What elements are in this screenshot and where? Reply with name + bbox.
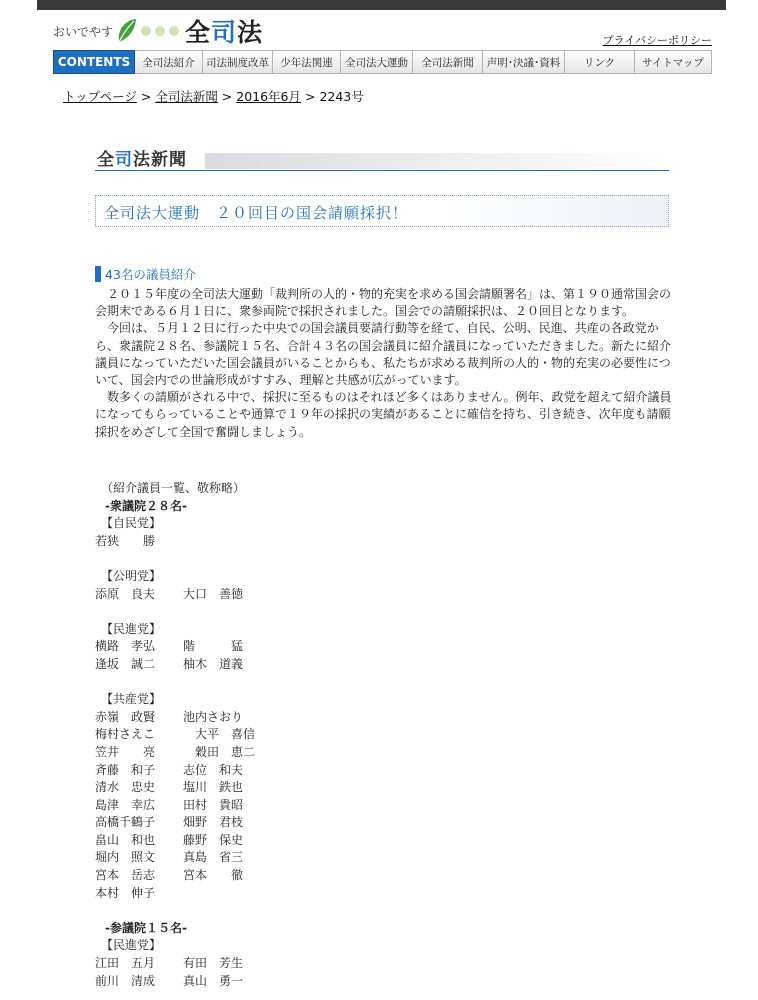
member-row: 清水 忠史 塩川 鉄也 bbox=[95, 780, 244, 795]
member-row: 逢坂 誠二 柚木 道義 bbox=[95, 656, 244, 671]
member-row: 前川 清成 真山 勇一 bbox=[95, 973, 244, 988]
nav-item-newspaper[interactable]: 全司法新聞 bbox=[413, 50, 483, 74]
party-dp: 【民進党】 bbox=[101, 621, 162, 636]
member-row: 添原 良夫 大口 善徳 bbox=[95, 586, 244, 601]
party-dp-councillors: 【民進党】 bbox=[101, 938, 162, 953]
nav-contents: CONTENTS bbox=[53, 50, 135, 74]
article-body bbox=[95, 286, 675, 441]
main-nav bbox=[53, 50, 712, 74]
member-row: 高橋千鶴子 畑野 君枝 bbox=[95, 815, 244, 830]
subhead-text: 43名の議員紹介 bbox=[105, 267, 196, 282]
member-list bbox=[95, 480, 495, 990]
breadcrumb: トップページ > 全司法新聞 > 2016年6月 > 2243号 bbox=[63, 89, 364, 104]
leaf-icon bbox=[115, 18, 137, 44]
subhead-bar bbox=[95, 266, 101, 282]
member-row: 赤嶺 政賢 池内さおり bbox=[95, 709, 244, 724]
top-bar bbox=[0, 0, 758, 10]
member-row: 島津 幸広 田村 貴昭 bbox=[95, 797, 244, 812]
breadcrumb-top[interactable]: トップページ bbox=[63, 89, 137, 104]
privacy-policy-link[interactable]: プライバシーポリシー bbox=[602, 34, 712, 47]
member-row: 笠井 亮 穀田 恵二 bbox=[95, 744, 256, 759]
nav-item-juvenile-law[interactable]: 少年法関連 bbox=[273, 50, 341, 74]
nav-item-about[interactable]: 全司法紹介 bbox=[135, 50, 203, 74]
paragraph-2: 今回は、５月１２日に行った中央での国会議員要請行動等を経て、自民、公明、民進、共産の各政党から、衆議院２８名、参議院１５名、合計４３名の国会議員に紹介議員になっていただきました。新たに紹介議員になっていただいた国会議員がいることからも、私たちが求める裁判所の人的・物的充実の必要性について、国会内での世論形成がすすみ、理解と共感が広がっています。 bbox=[95, 321, 672, 388]
top-dark-strip bbox=[37, 0, 726, 10]
house-rep-heading: -衆議院２８名- bbox=[105, 498, 187, 513]
member-row: 本村 伸子 bbox=[95, 885, 156, 900]
member-row: 宮本 岳志 宮本 徹 bbox=[95, 868, 244, 883]
nav-item-statements[interactable]: 声明･決議･資料 bbox=[483, 50, 565, 74]
logo-dots bbox=[141, 26, 179, 36]
member-row: 梅村さえこ 大平 喜信 bbox=[95, 727, 256, 742]
paragraph-1: ２０１５年度の全司法大運動「裁判所の人的・物的充実を求める国会請願署名」は、第１９０通常国会の会期末である６月１日に、衆参両院で採択されました。国会での請願採択は、２０回目となります。 bbox=[95, 287, 672, 319]
logo-brand: 全司法 bbox=[185, 18, 264, 47]
nav-item-links[interactable]: リンク bbox=[565, 50, 635, 74]
member-row: 堀内 照文 真島 省三 bbox=[95, 850, 244, 865]
article-title: 全司法大運動 ２０回目の国会請願採択！ bbox=[104, 204, 409, 222]
member-row: 斉藤 和子 志位 和夫 bbox=[95, 762, 244, 777]
logo-welcome: おいでやす bbox=[53, 24, 114, 39]
house-cou-heading: -参議院１５名- bbox=[105, 920, 187, 935]
party-ldp: 【自民党】 bbox=[101, 516, 162, 531]
paragraph-3: 数多くの請願がされる中で、採択に至るものはそれほど多くはありません。例年、政党を超えて紹介議員になってもらっていることや通算で１９年の採択の実績があることに確信を持ち、引き続き、次年度も請願採択をめざして全国で奮闘しましょう。 bbox=[95, 390, 672, 439]
site-logo[interactable] bbox=[53, 14, 263, 48]
article-title-box bbox=[95, 195, 669, 227]
nav-item-judicial-reform[interactable]: 司法制度改革 bbox=[203, 50, 273, 74]
nav-item-sitemap[interactable]: サイトマップ bbox=[635, 50, 712, 74]
breadcrumb-month[interactable]: 2016年6月 bbox=[236, 89, 302, 104]
section-title-text: 全司法新聞 bbox=[97, 150, 187, 170]
breadcrumb-issue: 2243号 bbox=[319, 89, 364, 104]
party-komeito: 【公明党】 bbox=[101, 568, 162, 583]
nav-item-campaign[interactable]: 全司法大運動 bbox=[341, 50, 413, 74]
party-jcp: 【共産党】 bbox=[101, 692, 162, 707]
section-title bbox=[95, 145, 669, 171]
site-header bbox=[37, 10, 726, 50]
member-list-intro: （紹介議員一覧、敬称略） bbox=[101, 481, 246, 495]
member-row: 横路 孝弘 階 猛 bbox=[95, 639, 244, 654]
member-row: 江田 五月 有田 芳生 bbox=[95, 956, 244, 971]
member-row: 畠山 和也 藤野 保史 bbox=[95, 832, 244, 847]
breadcrumb-news[interactable]: 全司法新聞 bbox=[155, 89, 218, 104]
section-title-fade bbox=[205, 153, 669, 169]
article-subhead bbox=[95, 266, 196, 282]
member-row: 若狭 勝 bbox=[95, 533, 156, 548]
